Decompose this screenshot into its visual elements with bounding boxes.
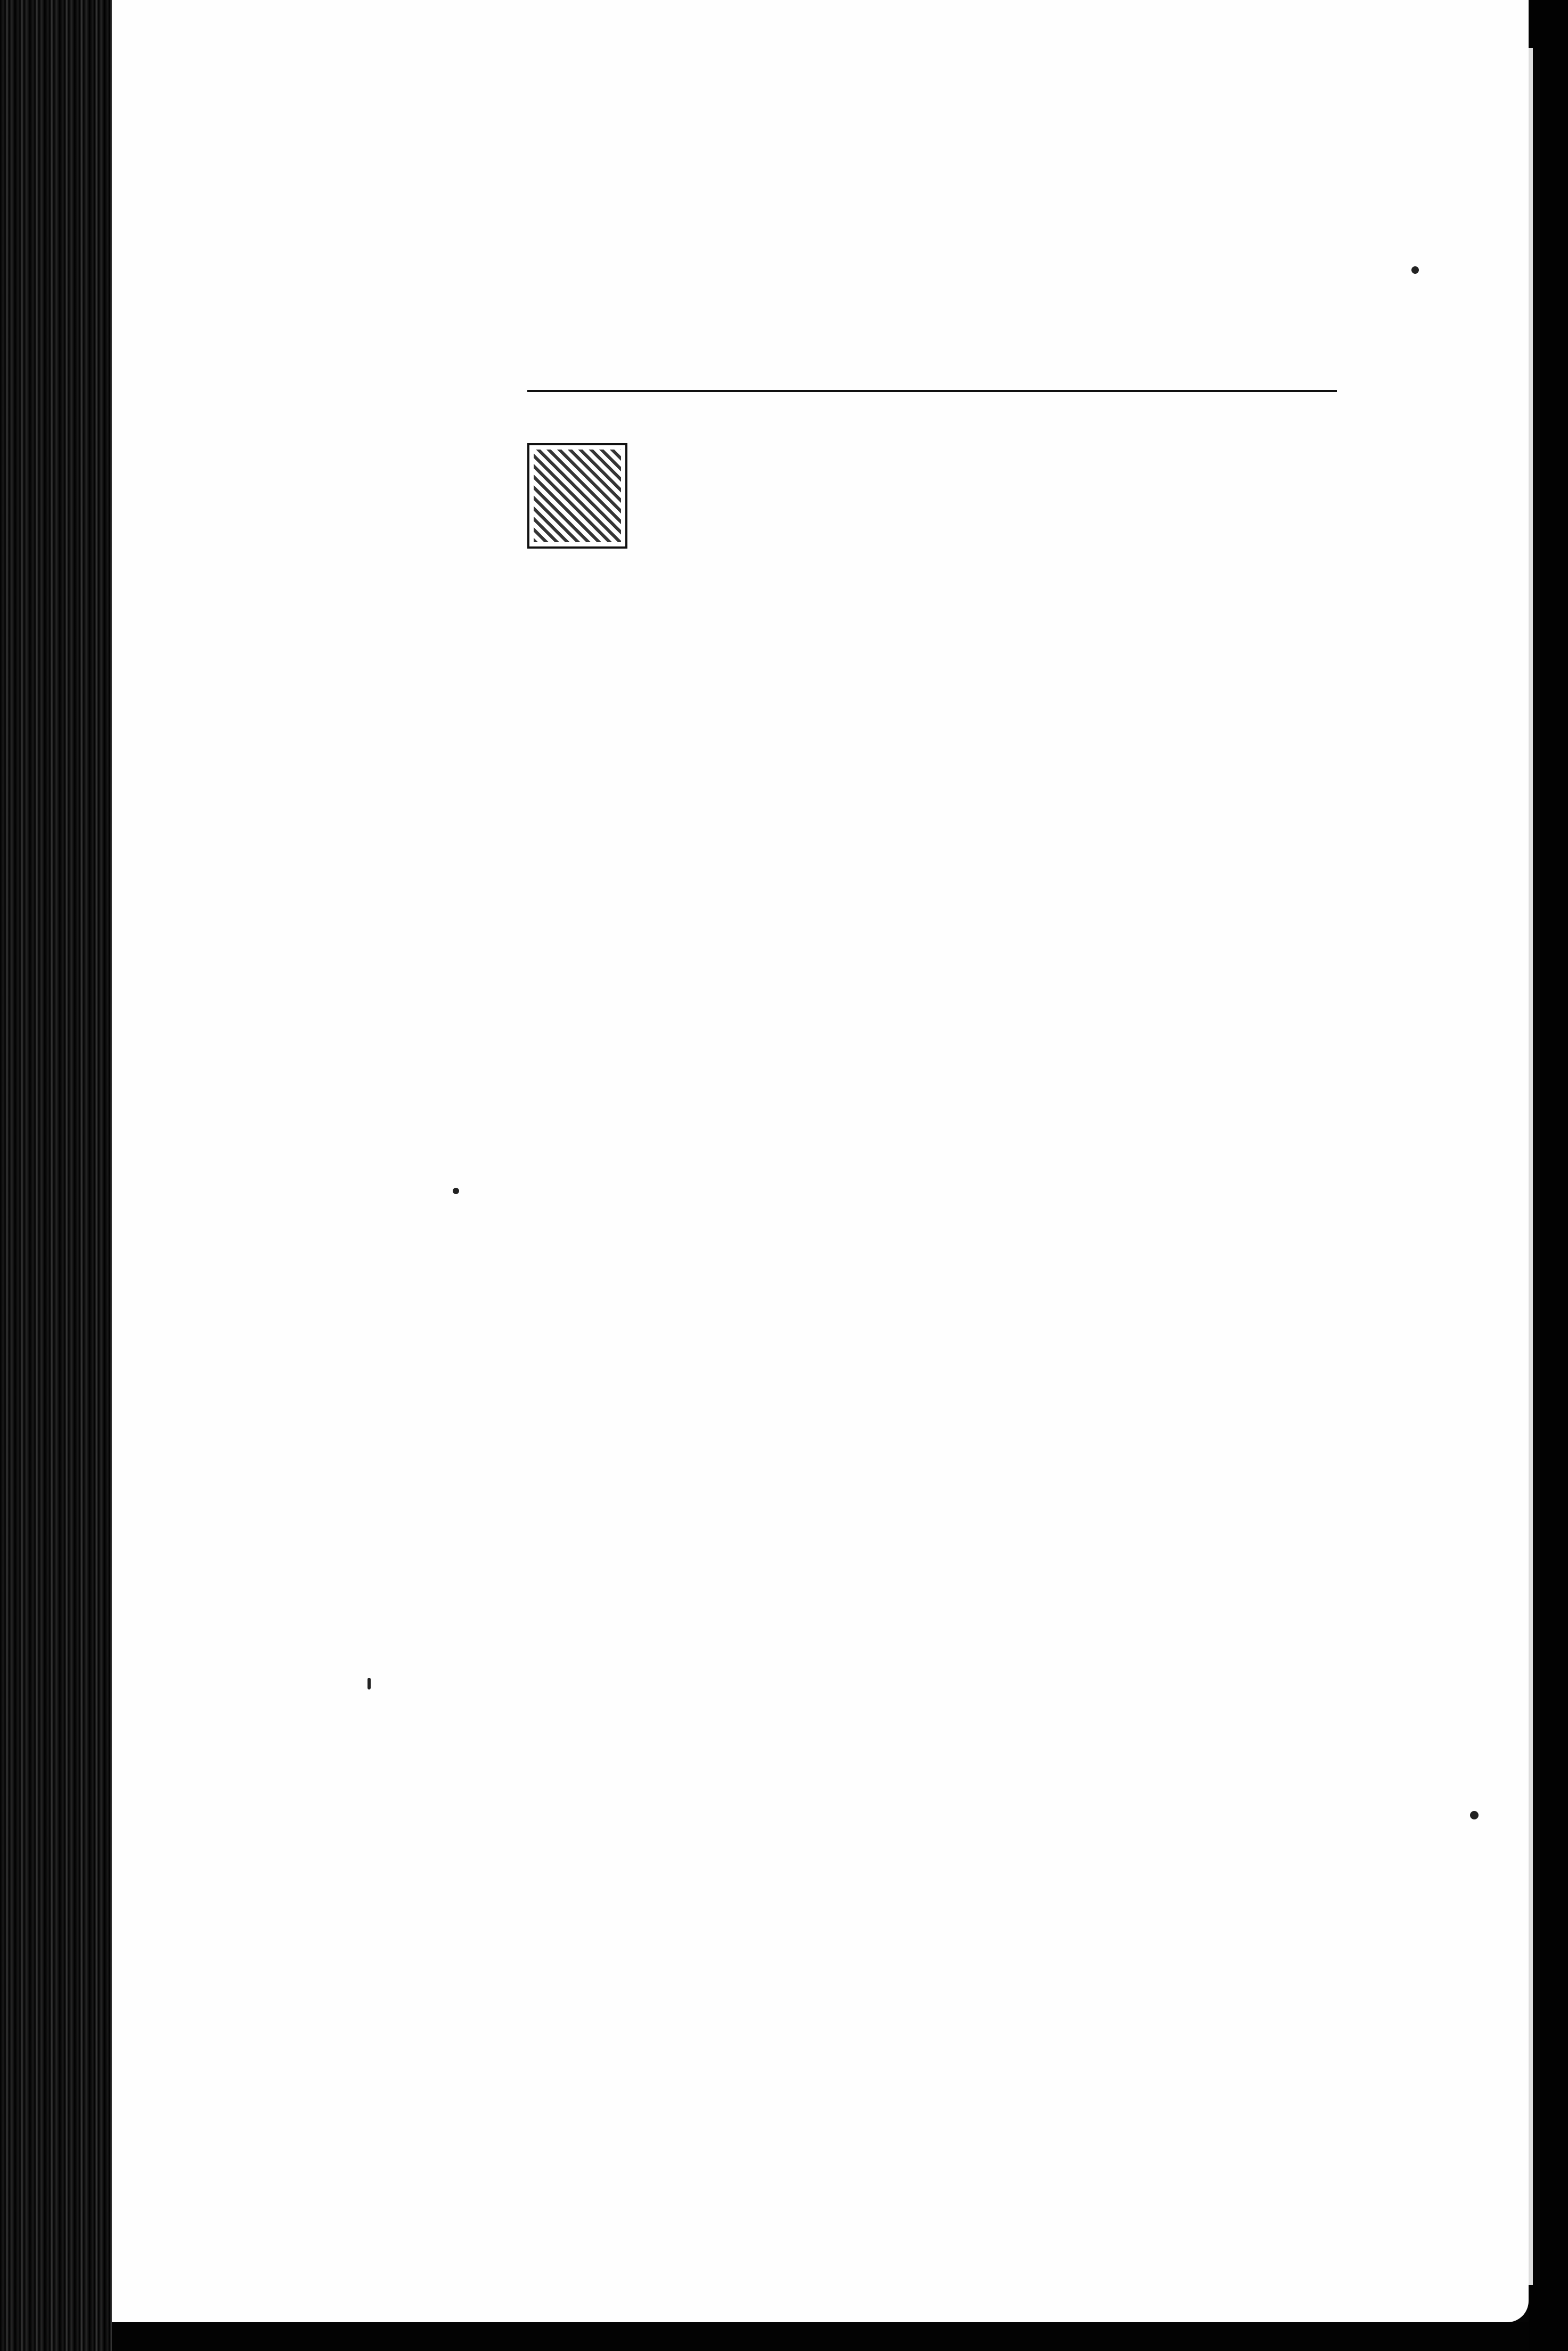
running-header: [527, 341, 1337, 392]
scan-speck: [453, 1188, 459, 1194]
book-spine-shadow: [0, 0, 112, 2351]
page-content: [527, 341, 1337, 440]
facing-page-sliver: [1529, 48, 1533, 2285]
scan-speck: [1470, 1811, 1479, 1819]
decorative-initial-t: [527, 443, 627, 549]
right-page-edge: [1529, 0, 1568, 2351]
scan-speck: [368, 1678, 371, 1689]
bottom-page-edge: [112, 2322, 1529, 2351]
scan-speck: [1411, 266, 1419, 274]
initial-ornament: [534, 450, 621, 542]
